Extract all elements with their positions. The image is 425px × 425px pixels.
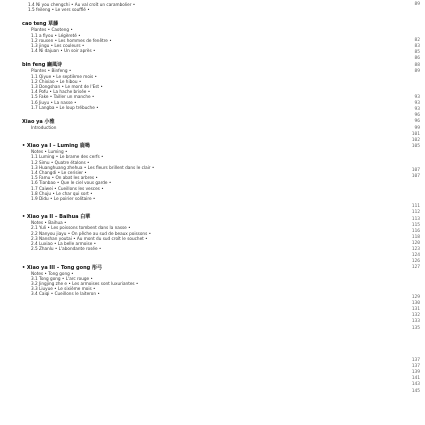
toc-entry: 1.8 Chuju • Le char qui sort • xyxy=(31,190,93,196)
toc-entry: Plantes • Binfeng • xyxy=(31,68,72,74)
toc-page-number: 86 xyxy=(414,56,420,61)
page-numbers-column xyxy=(396,0,422,425)
toc-entry: 1.4 Ni you chengchi • Au val croît un carambolier • xyxy=(28,2,136,7)
toc-page-number: 111 xyxy=(411,204,420,209)
toc-section-heading: • Xiao ya I – Luming 鹿鳴 xyxy=(22,143,90,150)
toc-entry: 3.3 Liuyue • Le sixième mois • xyxy=(31,286,96,292)
toc-entry: 3.1 Tong gong • L'arc rouge • xyxy=(31,275,93,281)
toc-entry: 1.1 Luming • Le brame des cerfs • xyxy=(31,154,104,160)
toc-entry: 1.2 Chixiao • Le hibou • xyxy=(31,78,82,84)
toc-page-number: 93 xyxy=(414,107,420,112)
toc-entry: 1.4 Changdi • Le cerisier • xyxy=(31,170,87,176)
toc-entry: 1.3 Dongshan • Le mont de l'Est • xyxy=(31,84,103,90)
toc-page-number: 130 xyxy=(411,301,420,306)
toc-entry: 1.2 rousen • Les hommes de fenêtre • xyxy=(31,37,112,43)
toc-entry: Plantes • Caoteng • xyxy=(31,27,73,33)
toc-entry: Notes • Luming • xyxy=(31,149,68,155)
toc-page-number: 141 xyxy=(411,376,420,381)
toc-entry: 1.5 Fake • Tailler un manche • xyxy=(31,94,95,100)
toc-entry: 2.4 Luxiao • La belle armoise • xyxy=(31,241,97,247)
toc-entry: Notes • Tong gong • xyxy=(31,270,74,276)
toc-entry: 1.7 Langba • Le loup trébuche • xyxy=(31,104,99,110)
toc-page-number: 89 xyxy=(414,69,420,74)
toc-entry: 1.1 Qiyue • Le septième mois • xyxy=(31,73,98,79)
toc-page-number: 113 xyxy=(411,217,420,222)
toc-page-number: 145 xyxy=(411,389,420,394)
toc-entry: 1.7 Caiwei • Cueillons les vesces • xyxy=(31,185,104,191)
toc-entry: 3.2 Jingjing zhe e • Les armoises sont luxuriantes • xyxy=(31,280,139,286)
toc-page-number: 102 xyxy=(411,138,420,143)
toc-page-number: 85 xyxy=(414,50,420,55)
toc-entry: 2.3 Nanshan youtai • Au mont du sud croît le souchet • xyxy=(31,235,148,241)
toc-page-number: 96 xyxy=(414,119,420,124)
toc-page-number: 83 xyxy=(414,44,420,49)
toc-entry: 1.1 a fiyou • Légèreté • xyxy=(31,32,81,38)
toc-page-number: 127 xyxy=(411,265,420,270)
toc-page-number: 96 xyxy=(414,113,420,118)
toc-page-number: 88 xyxy=(414,63,420,68)
toc-section-heading: • Xiao ya II – Baihua 白華 xyxy=(22,214,91,221)
toc-entry: Notes • Baihua • xyxy=(31,220,67,226)
toc-page-number: 107 xyxy=(411,174,420,179)
toc-page-number: 133 xyxy=(411,319,420,324)
toc-page-number: 131 xyxy=(411,307,420,312)
toc-page-number: 126 xyxy=(411,259,420,264)
toc-page-number: 93 xyxy=(414,101,420,106)
toc-page-number: 129 xyxy=(411,295,420,300)
toc-entry: 1.4 Pofu • La hache brisée • xyxy=(31,89,91,95)
toc-page-number: 105 xyxy=(411,144,420,149)
toc-entry: 1.9 Didu • Le poirier solitaire • xyxy=(31,196,96,202)
toc-page-number: 124 xyxy=(411,253,420,258)
toc-page-number: 139 xyxy=(411,370,420,375)
toc-entry: 1.4 Ni dajuan • Un soir après • xyxy=(31,48,96,54)
toc-entry: 2.1 Yuli • Les poissons tombent dans la nasse • xyxy=(31,225,131,231)
toc-section-heading: Xiao ya 小雅 xyxy=(22,119,55,126)
toc-page-number: 137 xyxy=(411,364,420,369)
toc-page-number: 123 xyxy=(411,247,420,252)
toc-page-number: 112 xyxy=(411,210,420,215)
toc-page-number: 115 xyxy=(411,223,420,228)
toc-page-number: 116 xyxy=(411,229,420,234)
toc-section-heading: bin feng 豳風诗 xyxy=(22,62,63,69)
toc-entries xyxy=(22,2,352,297)
toc-entry: 1.5 feileng • Le vers soufflé • xyxy=(28,7,90,13)
toc-page-number: 132 xyxy=(411,313,420,318)
toc-page-number: 137 xyxy=(411,358,420,363)
toc-page-number: 143 xyxy=(411,382,420,387)
toc-page-number: 120 xyxy=(411,241,420,246)
toc-section-heading: • Xiao ya III – Tong gong 彤弓 xyxy=(22,264,102,271)
toc-entry: 1.6 Tianbao • Que le ciel vous garde • xyxy=(31,180,112,186)
toc-page-number: 93 xyxy=(414,95,420,100)
toc-section-heading: cao teng 草藤 xyxy=(22,21,59,28)
toc-page-number: 99 xyxy=(414,126,420,131)
toc-page-number: 118 xyxy=(411,235,420,240)
toc-entry: 2.5 Zhanlu • L'abondante rosée • xyxy=(31,246,102,252)
toc-page-number: 135 xyxy=(411,326,420,331)
toc-page-number: 89 xyxy=(414,2,420,7)
toc-entry: Introduction xyxy=(31,125,57,131)
toc-page-number: 82 xyxy=(414,38,420,43)
toc-entry: 1.5 Famu • On abat les arbres • xyxy=(31,175,98,181)
toc-page-number: 101 xyxy=(411,132,420,137)
toc-entry: 3.4 Caiqi • Cueillons le laiteron • xyxy=(31,291,100,297)
toc-entry: 1.2 Simu • Quatre étalons • xyxy=(31,159,90,165)
toc-entry: 1.3 Huanghuang zhehua • Les fleurs brillent dans le clair • xyxy=(31,164,155,170)
toc-entry: 1.6 Jiuyu • La nasse • xyxy=(31,99,77,105)
toc-entry: 1.3 jingu • Les couleurs • xyxy=(31,43,85,49)
toc-entry: 2.2 Nanyou jiayu • On pêche au sud de beaux poissons • xyxy=(31,230,152,236)
toc-page-number: 107 xyxy=(411,168,420,173)
